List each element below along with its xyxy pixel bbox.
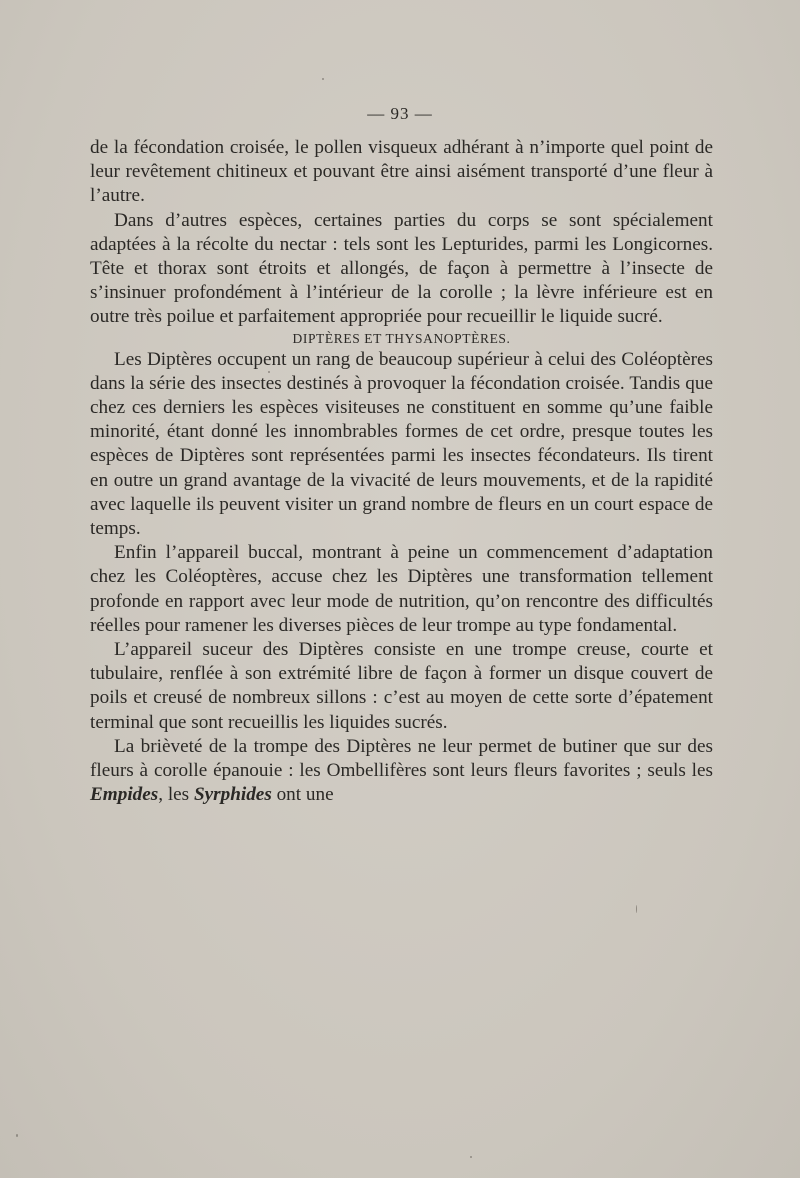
paragraph-dipteres-rang: Les Diptères occupent un rang de beaucoup supérieur à celui des Coléoptères dans la série des insectes destinés à provoquer la fécondation croisée. Tandis que chez ces derniers les espèces visiteuses ne constituent en somme qu’une faible minorité, étant donné les innombrables formes de cet ordre, presque toutes les espèces de Diptères sont représentées parmi les insectes fécondateurs. Ils tirent en outre un grand avantage de la vivacité de leurs mouvements, et de la rapidité avec laquelle ils peuvent visiter un grand nombre de fleurs en un court espace de temps. <box>90 348 713 540</box>
page-number: — 93 — <box>367 104 433 123</box>
paper-speck <box>322 78 324 80</box>
paragraph-text-end: ont une <box>271 784 334 806</box>
paper-speck <box>268 371 270 373</box>
section-heading: DIPTÈRES ET THYSANOPTÈRES. <box>292 330 511 346</box>
paragraph-lepturides: Dans d’autres espèces, certaines parties du corps se sont spécialement adaptées à la récolte du nectar : tels sont les Lepturides, parmi les Longicornes. Tête et thorax sont étroits et allongés, de façon à permettre à l’insecte de s’insinuer profondément à l’intérieur de la corolle ; la lèvre inférieure est en outre très poilue et parfaitement appropriée pour recueillir le liquide sucré. <box>90 209 713 328</box>
paper-speck <box>470 1156 472 1158</box>
paragraph-continued: de la fécondation croisée, le pollen visqueux adhérant à n’importe quel point de leur revêtement chitineux et pouvant être ainsi aisément transporté d’une fleur à l’autre. <box>90 137 713 207</box>
paragraph-appareil-suceur: L’appareil suceur des Diptères consiste en une trompe creuse, courte et tubulaire, renflée à son extrémité libre de façon à former un disque couvert de poils et creusé de nombreux sillons : c’est au moyen de cette sorte d’épatement terminal que sont recueillis les liquides sucrés. <box>90 639 713 733</box>
paragraph-text-joint: , les <box>158 784 194 806</box>
paragraph-text-start: La brièveté de la trompe des Diptères ne leur permet de butiner que sur des fleurs à corolle épanouie : les Ombellifères sont leurs fleurs favorites ; seuls les <box>90 735 713 782</box>
paper-speck <box>16 1134 18 1137</box>
term-syrphides: Syrphides <box>193 784 272 806</box>
term-empides: Empides <box>90 784 159 806</box>
body-text <box>90 136 713 807</box>
paragraph-brievete-trompe <box>90 735 713 808</box>
paper-speck <box>636 905 637 913</box>
paragraph-appareil-buccal: Enfin l’appareil buccal, montrant à peine un commencement d’adaptation chez les Coléoptères, accuse chez les Diptères une transformation tellement profonde en rapport avec leur mode de nutrition, qu’on rencontre des difficultés réelles pour ramener les diverses pièces de leur trompe au type fondamental. <box>90 542 713 636</box>
